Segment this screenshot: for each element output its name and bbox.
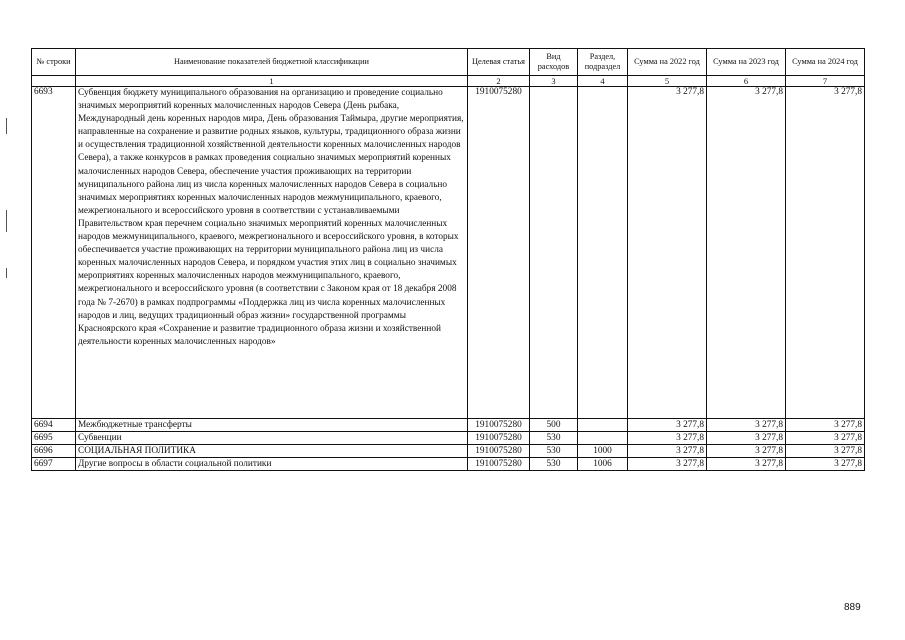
header-target: Целевая статья xyxy=(468,49,530,76)
row-sum-2024: 3 277,8 xyxy=(786,432,865,445)
budget-table xyxy=(31,48,865,471)
column-number: 3 xyxy=(530,76,578,87)
row-section xyxy=(578,419,628,432)
row-sum-2024: 3 277,8 xyxy=(786,87,865,419)
header-sum-2024: Сумма на 2024 год xyxy=(786,49,865,76)
column-number: 2 xyxy=(468,76,530,87)
header-section: Раздел, подраздел xyxy=(578,49,628,76)
row-section xyxy=(578,432,628,445)
table-row xyxy=(32,458,865,471)
row-sum-2023: 3 277,8 xyxy=(707,432,786,445)
header-sum-2022: Сумма на 2022 год xyxy=(628,49,707,76)
row-sum-2024: 3 277,8 xyxy=(786,419,865,432)
table-row xyxy=(32,419,865,432)
table-row xyxy=(32,445,865,458)
header-row-num: № строки xyxy=(32,49,76,76)
row-sum-2022: 3 277,8 xyxy=(628,445,707,458)
row-expense-type: 530 xyxy=(530,432,578,445)
column-number: 7 xyxy=(786,76,865,87)
row-expense-type: 500 xyxy=(530,419,578,432)
row-name: Субвенции xyxy=(76,432,468,445)
row-expense-type xyxy=(530,87,578,419)
row-sum-2024: 3 277,8 xyxy=(786,458,865,471)
row-target: 1910075280 xyxy=(468,445,530,458)
row-name: Межбюджетные трансферты xyxy=(76,419,468,432)
table-row xyxy=(32,87,865,419)
row-sum-2024: 3 277,8 xyxy=(786,445,865,458)
table-row xyxy=(32,432,865,445)
column-number: 5 xyxy=(628,76,707,87)
row-expense-type: 530 xyxy=(530,458,578,471)
row-target: 1910075280 xyxy=(468,87,530,419)
row-name: Другие вопросы в области социальной политики xyxy=(76,458,468,471)
header-row xyxy=(32,49,865,76)
scan-artifact-line xyxy=(6,118,7,134)
row-expense-type: 530 xyxy=(530,445,578,458)
row-number: 6695 xyxy=(32,432,76,445)
row-target: 1910075280 xyxy=(468,458,530,471)
row-number: 6694 xyxy=(32,419,76,432)
column-number: 6 xyxy=(707,76,786,87)
row-number: 6693 xyxy=(32,87,76,419)
row-name: СОЦИАЛЬНАЯ ПОЛИТИКА xyxy=(76,445,468,458)
row-sum-2023: 3 277,8 xyxy=(707,87,786,419)
row-sum-2022: 3 277,8 xyxy=(628,87,707,419)
column-number xyxy=(32,76,76,87)
scan-artifact-line xyxy=(6,210,7,232)
row-sum-2022: 3 277,8 xyxy=(628,458,707,471)
column-number: 1 xyxy=(76,76,468,87)
row-sum-2023: 3 277,8 xyxy=(707,419,786,432)
column-number-row xyxy=(32,76,865,87)
column-number: 4 xyxy=(578,76,628,87)
row-section: 1000 xyxy=(578,445,628,458)
row-number: 6696 xyxy=(32,445,76,458)
header-expense-type: Вид расходов xyxy=(530,49,578,76)
row-sum-2022: 3 277,8 xyxy=(628,419,707,432)
header-name: Наименование показателей бюджетной классификации xyxy=(76,49,468,76)
header-sum-2023: Сумма на 2023 год xyxy=(707,49,786,76)
row-section: 1006 xyxy=(578,458,628,471)
row-sum-2023: 3 277,8 xyxy=(707,445,786,458)
row-sum-2022: 3 277,8 xyxy=(628,432,707,445)
row-sum-2023: 3 277,8 xyxy=(707,458,786,471)
row-number: 6697 xyxy=(32,458,76,471)
row-target: 1910075280 xyxy=(468,419,530,432)
scan-artifact-line xyxy=(6,268,7,278)
row-section xyxy=(578,87,628,419)
row-target: 1910075280 xyxy=(468,432,530,445)
row-name: Субвенция бюджету муниципального образования на организацию и проведение социально значимых мероприятий коренных малочисленных народов Севера (День рыбака, Международный день коренных народов мира, День образования Таймыра, другие мероприятия, направленные на сохранение и развитие родных языков, культуры, традиционного образа жизни и осуществления традиционной хозяйственной деятельности коренных малочисленных народов Севера), а также конкурсов в рамках проведения социально значимых мероприятий коренных малочисленных народов Севера, обеспечение участия проживающих на территории муниципального района лиц из числа коренных малочисленных народов Севера в социально значимых мероприятиях коренных малочисленных народов межмуниципального, краевого, межрегионального и всероссийского уровня в соответствии с устанавливаемыми Правительством края перечнем социально значимых мероприятий коренных малочисленных народов межмуниципального, краевого, межрегионального и всероссийского уровня, в которых обеспечивается участие проживающих на территории муниципального района лиц из числа коренных малочисленных народов Севера, и порядком участия этих лиц в социально значимых мероприятиях коренных малочисленных народов межмуниципального, краевого, межрегионального и всероссийского уровня (в соответствии с Законом края от 18 декабря 2008 года № 7-2670) в рамках подпрограммы «Поддержка лиц из числа коренных малочисленных народов и лиц, ведущих традиционный образ жизни» государственной программы Красноярского края «Сохранение и развитие традиционного образа жизни и хозяйственной деятельности коренных малочисленных народов» xyxy=(76,87,468,419)
page-number: 889 xyxy=(844,602,861,613)
